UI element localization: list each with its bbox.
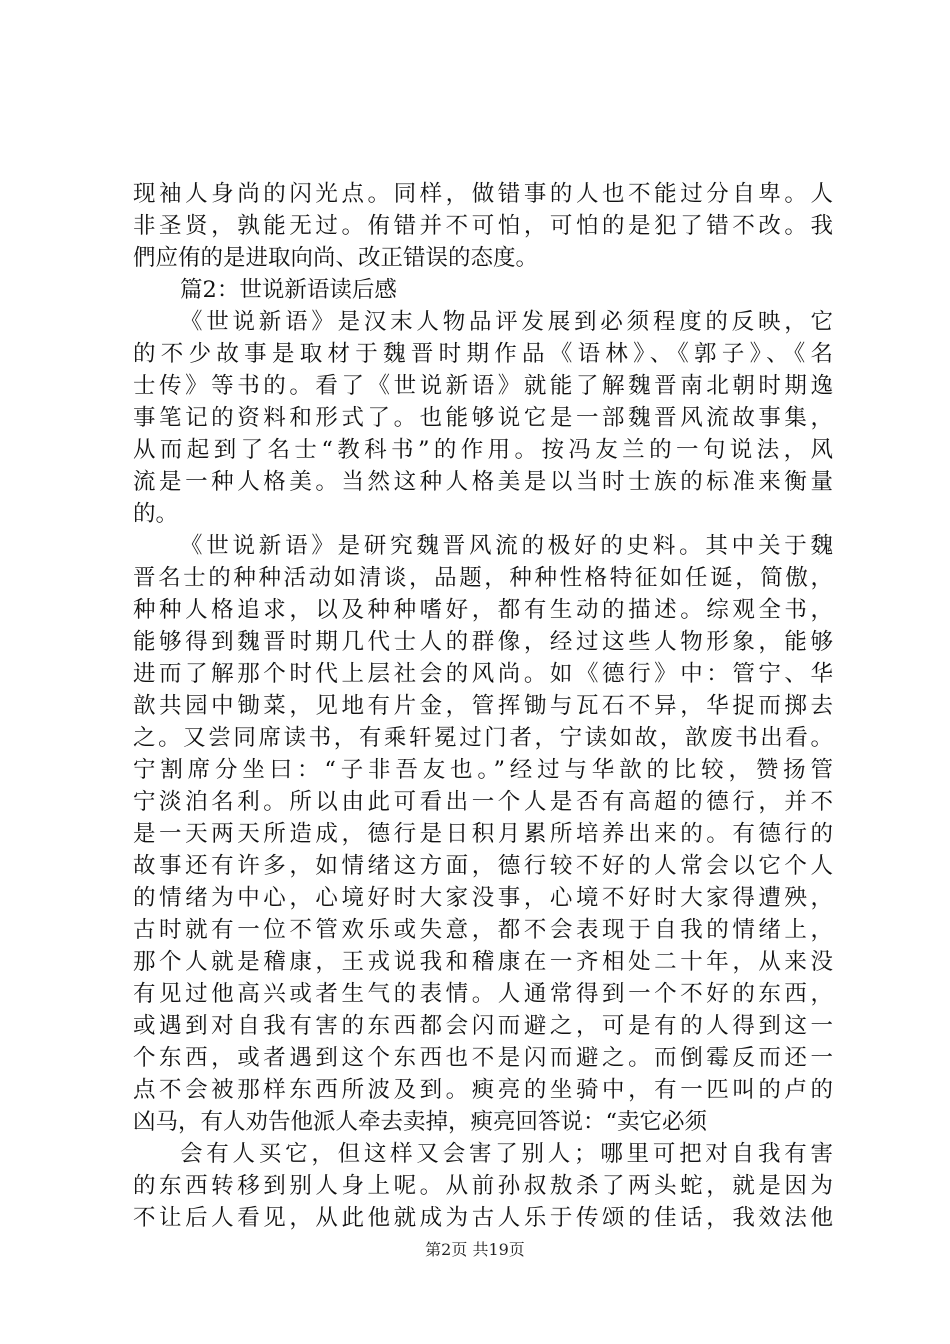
text-line: 故事还有许多，如情绪这方面，德行较不好的人常会以它个人 (133, 853, 833, 879)
text-line: 《世说新语》是研究魏晋风流的极好的史料。其中关于魏 (180, 533, 833, 559)
text-line: 歆共园中锄菜，见地有片金，管挥锄与瓦石不异，华捉而掷去 (133, 693, 833, 719)
text-line: 士传》等书的。看了《世说新语》就能了解魏晋南北朝时期逸 (133, 373, 833, 399)
text-line: 或遇到对自我有害的东西都会闪而避之，可是有的人得到这一 (133, 1013, 833, 1039)
text-line: 之。又尝同席读书，有乘轩冕过门者，宁读如故，歆废书出看。 (133, 725, 833, 751)
text-line: 非圣贤，孰能无过。侑错并不可怕，可怕的是犯了错不改。我 (133, 213, 833, 239)
text-line: 能够得到魏晋时期几代士人的群像，经过这些人物形象，能够 (133, 629, 833, 655)
text-line: 种种人格追求，以及种种嗜好，都有生动的描述。综观全书， (133, 597, 833, 623)
text-line: 现袖人身尚的闪光点。同样，做错事的人也不能过分自卑。人 (133, 181, 833, 207)
text-line: 不让后人看见，从此他就成为古人乐于传颂的佳话，我效法他 (133, 1205, 833, 1231)
text-line: 凶马，有人劝告他派人牵去卖掉，瘐亮回答说：“卖它必须 (133, 1109, 708, 1135)
text-line: 的东西转移到别人身上呢。从前孙叔敖杀了两头蛇，就是因为 (133, 1173, 833, 1199)
text-line: 那个人就是稽康，王戎说我和稽康在一齐相处二十年，从来没 (133, 949, 833, 975)
text-line: 流是一种人格美。当然这种人格美是以当时士族的标准来衡量 (133, 469, 833, 495)
text-line: 有见过他高兴或者生气的表情。人通常得到一个不好的东西， (133, 981, 833, 1007)
text-line: 古时就有一位不管欢乐或失意，都不会表现于自我的情绪上， (133, 917, 833, 943)
text-line: 从而起到了名士“教科书”的作用。按冯友兰的一句说法，风 (133, 437, 833, 463)
text-line: 的。 (133, 501, 179, 527)
text-line: 的不少故事是取材于魏晋时期作品《语林》、《郭子》、《名 (133, 341, 833, 367)
document-body (133, 178, 833, 1234)
text-line: 《世说新语》是汉末人物品评发展到必须程度的反映，它 (180, 309, 833, 335)
text-line: 个东西，或者遇到这个东西也不是闪而避之。而倒霉反而还一 (133, 1045, 833, 1071)
text-line: 进而了解那个时代上层社会的风尚。如《德行》中：管宁、华 (133, 661, 833, 687)
text-line: 篇2：世说新语读后感 (180, 277, 397, 303)
text-line: 們应侑的是进取向尚、改正错误的态度。 (133, 245, 539, 271)
text-line: 宁淡泊名利。所以由此可看出一个人是否有高超的德行，并不 (133, 789, 833, 815)
text-line: 是一天两天所造成，德行是日积月累所培养出来的。有德行的 (133, 821, 833, 847)
text-line: 点不会被那样东西所波及到。瘐亮的坐骑中，有一匹叫的卢的 (133, 1077, 833, 1103)
page-footer: 第2页 共19页 (425, 1240, 525, 1259)
text-line: 晋名士的种种活动如清谈，品题，种种性格特征如任诞，简傲， (133, 565, 833, 591)
text-line: 事笔记的资料和形式了。也能够说它是一部魏晋风流故事集， (133, 405, 833, 431)
text-line: 会有人买它，但这样又会害了别人；哪里可把对自我有害 (180, 1141, 833, 1167)
text-line: 宁割席分坐曰：“子非吾友也。”经过与华歆的比较，赞扬管 (133, 757, 833, 783)
text-line: 的情绪为中心，心境好时大家没事，心境不好时大家得遭殃， (133, 885, 833, 911)
